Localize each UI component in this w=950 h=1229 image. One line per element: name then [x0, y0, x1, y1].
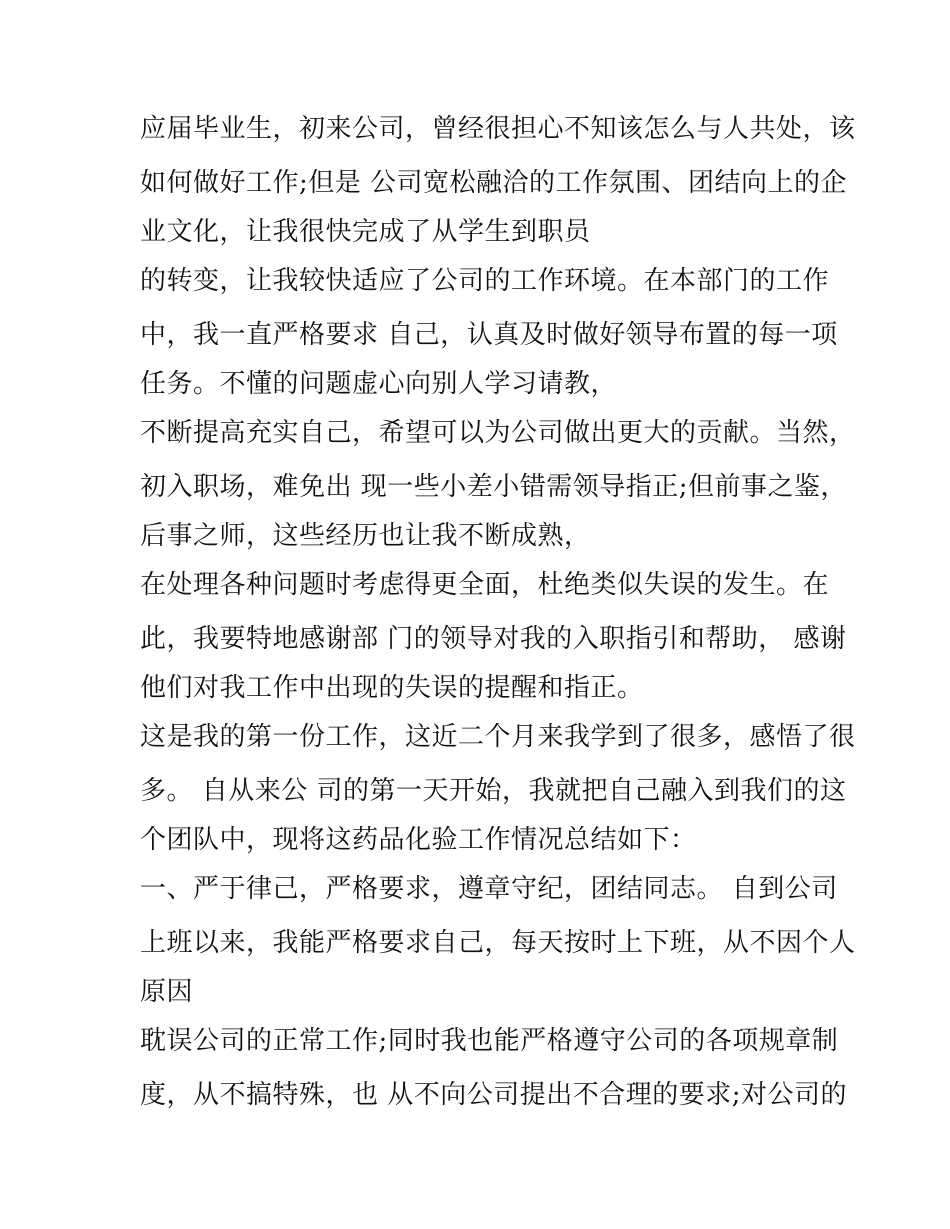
- text-line: 如何做好工作;但是 公司宽松融洽的工作氛围、团结向上的企: [140, 168, 848, 198]
- text-line: 上班以来，我能严格要求自己，每天按时上下班，从不因个人: [140, 928, 856, 958]
- text-line: 原因: [140, 977, 194, 1007]
- text-line: 业文化，让我很快完成了从学生到职员: [140, 217, 591, 247]
- text-line: 此，我要特地感谢部 门的领导对我的入职指引和帮助， 感谢: [140, 624, 847, 654]
- text-line: 这是我的第一份工作，这近二个月来我学到了很多，感悟了很: [140, 722, 856, 752]
- text-line: 中，我一直严格要求 自己，认真及时做好领导布置的每一项: [140, 320, 838, 350]
- text-line: 耽误公司的正常工作;同时我也能严格遵守公司的各项规章制: [140, 1026, 839, 1056]
- text-line: 他们对我工作中出现的失误的提醒和指正。: [140, 673, 644, 703]
- text-line: 后事之师，这些经历也让我不断成熟，: [140, 521, 591, 551]
- text-line: 一、严于律己，严格要求，遵章守纪，团结同志。 自到公司: [140, 874, 838, 904]
- text-line: 不断提高充实自己，希望可以为公司做出更大的贡献。当然，: [140, 418, 856, 448]
- text-line: 在处理各种问题时考虑得更全面，杜绝类似失误的发生。在: [140, 570, 830, 600]
- text-line: 多。 自从来公 司的第一天开始，我就把自己融入到我们的这: [140, 776, 847, 806]
- text-line: 的转变，让我较快适应了公司的工作环境。在本部门的工作: [140, 266, 830, 296]
- text-line: 任务。不懂的问题虚心向别人学习请教，: [140, 369, 618, 399]
- text-line: 个团队中，现将这药品化验工作情况总结如下：: [140, 825, 697, 855]
- text-line: 应届毕业生，初来公司，曾经很担心不知该怎么与人共处，该: [140, 114, 856, 144]
- text-line: 度，从不搞特殊，也 从不向公司提出不合理的要求;对公司的: [140, 1080, 848, 1110]
- text-line: 初入职场，难免出 现一些小差小错需领导指正;但前事之鉴，: [140, 472, 848, 502]
